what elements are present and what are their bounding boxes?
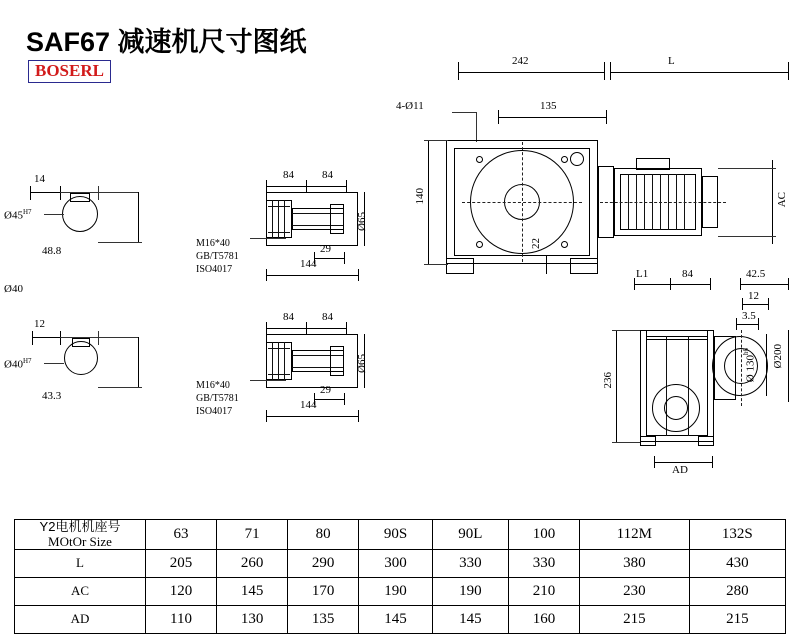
hollow-bottom-dim-b: 84 xyxy=(322,311,333,323)
front-view-breather xyxy=(570,152,584,166)
table-cell-size: 71 xyxy=(217,520,288,550)
page-title: SAF67 减速机尺寸图纸 xyxy=(26,27,307,57)
hollow-bottom-thread-label: M16*40 xyxy=(196,380,230,391)
table-row-label: AD xyxy=(15,606,146,634)
table-cell: 215 xyxy=(689,606,785,634)
table-cell: 190 xyxy=(432,578,508,606)
hollow-bottom-std1: GB/T5781 xyxy=(196,393,239,404)
table-cell: 135 xyxy=(288,606,359,634)
side-view-dim-12: 12 xyxy=(748,290,759,302)
table-row-header xyxy=(15,520,786,550)
shaft-top-bore-label: $Ø45^{H7}$ xyxy=(4,208,32,222)
table-row xyxy=(15,606,786,634)
table-cell: 190 xyxy=(359,578,433,606)
hollow-bottom-dim-c: 29 xyxy=(320,384,331,396)
hollow-top-thread-label: M16*40 xyxy=(196,238,230,249)
table-cell: 215 xyxy=(579,606,689,634)
hollow-top-dim-total: 144 xyxy=(300,258,317,270)
table-cell-size: 63 xyxy=(146,520,217,550)
table-cell-size: 90L xyxy=(432,520,508,550)
table-cell-size: 132S xyxy=(689,520,785,550)
hollow-top-dim-b: 84 xyxy=(322,169,333,181)
shaft-bottom-key-width-label: 12 xyxy=(34,318,45,330)
brand-logo: BOSERL xyxy=(28,60,111,83)
side-view-dia-200-label: Ø200 xyxy=(772,344,784,369)
hollow-bottom-flange-label: Ø65 xyxy=(356,354,368,373)
table-row-label: L xyxy=(15,550,146,578)
hollow-top-std2: ISO4017 xyxy=(196,264,233,275)
shaft-bottom-key-height-label: 43.3 xyxy=(42,390,62,402)
table-cell-size: 80 xyxy=(288,520,359,550)
side-view-ad-label: AD xyxy=(672,464,688,476)
table-cell: 130 xyxy=(217,606,288,634)
front-view-bolt-hole xyxy=(476,241,483,248)
table-cell: 230 xyxy=(579,578,689,606)
table-cell: 300 xyxy=(359,550,433,578)
side-view-dim-3-5: 3.5 xyxy=(742,310,756,322)
front-view-hole-note: 4-Ø11 xyxy=(396,100,424,112)
front-view-foot-left xyxy=(446,258,474,274)
table-cell-size: 90S xyxy=(359,520,433,550)
table-cell: 145 xyxy=(359,606,433,634)
front-view-terminal-box xyxy=(636,158,670,170)
front-view-bolt-hole xyxy=(561,156,568,163)
spec-table xyxy=(14,519,786,634)
table-cell: 380 xyxy=(579,550,689,578)
side-view-foot-right xyxy=(698,436,714,446)
table-cell: 170 xyxy=(288,578,359,606)
table-cell: 330 xyxy=(432,550,508,578)
hollow-bottom-endcap xyxy=(330,346,344,376)
table-cell: 290 xyxy=(288,550,359,578)
shaft-bottom-keyway xyxy=(72,338,90,346)
front-view-ac-label: AC xyxy=(776,192,788,208)
table-cell: 160 xyxy=(508,606,579,634)
shaft-top-keyway xyxy=(70,193,90,201)
side-view-output-bore xyxy=(664,396,688,420)
hollow-top-std1: GB/T5781 xyxy=(196,251,239,262)
side-view-dim-84: 84 xyxy=(682,268,693,280)
hollow-top-dim-c: 29 xyxy=(320,243,331,255)
hollow-bottom-dim-total: 144 xyxy=(300,399,317,411)
front-view-overall-label: 242 xyxy=(512,55,529,67)
hollow-bottom-std2: ISO4017 xyxy=(196,406,233,417)
shaft-top-bore-secondary-label: Ø40 xyxy=(4,283,23,295)
shaft-top-key-width-label: 14 xyxy=(34,173,45,185)
front-view-bolt-hole xyxy=(561,241,568,248)
table-cell: 205 xyxy=(146,550,217,578)
hollow-bottom-dim-a: 84 xyxy=(283,311,294,323)
table-header-line2: MOtOr Size xyxy=(48,533,112,549)
side-view-height-label: 236 xyxy=(602,372,614,389)
table-cell: 145 xyxy=(217,578,288,606)
table-row xyxy=(15,578,786,606)
table-cell: 210 xyxy=(508,578,579,606)
side-view-l1-label: L1 xyxy=(636,268,649,280)
front-view-dim-135: 135 xyxy=(540,100,557,112)
front-view-bolt-hole xyxy=(476,156,483,163)
table-cell: 330 xyxy=(508,550,579,578)
table-row xyxy=(15,550,786,578)
side-view-dim-42-5: 42.5 xyxy=(746,268,766,280)
table-cell-size: 112M xyxy=(579,520,689,550)
table-cell-size: 100 xyxy=(508,520,579,550)
hollow-top-endcap xyxy=(330,204,344,234)
table-cell: 145 xyxy=(432,606,508,634)
front-view-foot-right xyxy=(570,258,598,274)
side-view-top-flange xyxy=(646,330,708,340)
side-view-dia-130-label: Ø $130^{h6}$ xyxy=(742,348,757,383)
shaft-bottom-bore-label: $Ø40^{H7}$ xyxy=(4,357,32,371)
table-cell: 280 xyxy=(689,578,785,606)
table-cell: 120 xyxy=(146,578,217,606)
front-view-height-label: 140 xyxy=(414,188,426,205)
front-view-motor-length-label: L xyxy=(668,55,675,67)
hollow-top-dim-a: 84 xyxy=(283,169,294,181)
front-view-dim-22: 22 xyxy=(530,238,542,249)
hollow-top-flange-label: Ø65 xyxy=(356,212,368,231)
table-cell: 260 xyxy=(217,550,288,578)
shaft-top-key-height-label: 48.8 xyxy=(42,245,62,257)
side-view-foot-left xyxy=(640,436,656,446)
table-row-header-label xyxy=(15,520,146,550)
table-cell: 110 xyxy=(146,606,217,634)
table-row-label: AC xyxy=(15,578,146,606)
table-cell: 430 xyxy=(689,550,785,578)
table-header-line1: Y2电机机座号 xyxy=(39,519,121,534)
